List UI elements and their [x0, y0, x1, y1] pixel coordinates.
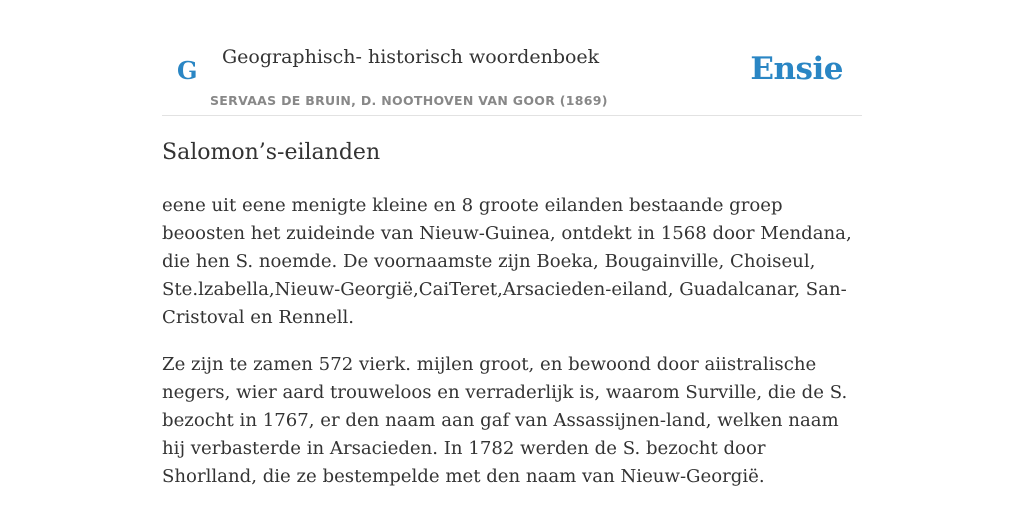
book-initial-icon[interactable]: G	[177, 56, 198, 85]
book-author: SERVAAS DE BRUIN, D. NOOTHOVEN VAN GOOR (1869)	[210, 93, 608, 108]
book-title-link[interactable]: Geographisch- historisch woordenboek	[222, 46, 600, 68]
entry-paragraph: eene uit eene menigte kleine en 8 groote eilanden bestaande groep beoosten het zuideinde van Nieuw-Guinea, ontdekt in 1568 door Mendana, die hen S. noemde. De voornaamste zijn Boeka, Bougainville, Choiseul, Ste.lzabella,Nieuw-Georgië,CaiTeret,Arsacieden-eiland, Guadalcanar, San-Cristoval en Rennell.	[162, 195, 852, 328]
entry-title: Salomon’s-eilanden	[162, 140, 381, 165]
ensie-logo-link[interactable]: Ensie	[750, 51, 843, 87]
entry-paragraph: Ze zijn te zamen 572 vierk. mijlen groot, en bewoond door aiistralische negers, wier aard trouweloos en verraderlijk is, waarom Surville, die de S. bezocht in 1767, er den naam aan gaf van Assassijnen-land, welken naam hij verbasterde in Arsacieden. In 1782 werden de S. bezocht door Shorlland, die ze bestempelde met den naam van Nieuw-Georgië.	[162, 354, 848, 487]
book-header	[162, 40, 862, 116]
entry-body	[162, 192, 862, 510]
